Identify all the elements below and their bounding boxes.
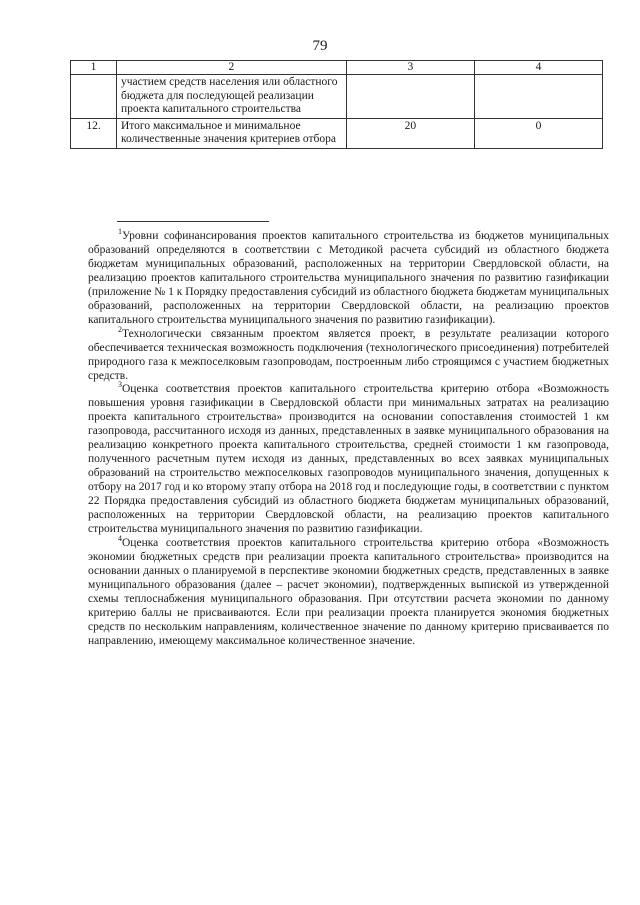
footnote-mark: 4 (118, 534, 122, 544)
footnote-3 (88, 380, 609, 536)
page-number: 79 (312, 38, 328, 54)
row-number: 12. (71, 118, 117, 148)
row-min-value: 0 (474, 118, 602, 148)
row-max-value (346, 75, 474, 119)
footnote-mark: 1 (118, 227, 122, 237)
footnote-mark: 3 (118, 380, 122, 390)
table-row (71, 75, 603, 119)
footnote-1 (88, 227, 609, 328)
header-col-2: 2 (117, 61, 347, 75)
row-criterion: участием средств населения или областного бюджета для последующей реализации проекта капитального строительства (117, 75, 347, 119)
footnote-2 (88, 324, 609, 384)
header-col-1: 1 (71, 61, 117, 75)
footnote-text: Технологически связанным проектом является проект, в результате реализации которого обеспечивается техническая возможность подключения (технологического присоединения) потребителей природного газа к межпоселковым газопроводам, построенным либо строящимся с участием бюджетных средств. (88, 327, 609, 382)
table-header-row (71, 61, 603, 75)
footnote-text: Оценка соответствия проектов капитального строительства критерию отбора «Возможность экономии бюджетных средств при реализации проекта капитального строительства» производится на основании данных о планируемой в перспективе экономии бюджетных средств, представленных в заявке муниципального образования (далее – расчет экономии), подтвержденных выпиской из утвержденной схемы теплоснабжения муниципального образования. При отсутствии расчета экономии по данному критерию баллы не присваиваются. Если при реализации проекта планируется экономия бюджетных средств по нескольким направлениям, количественное значение по данному критерию присваивается по направлению, имеющему максимальное количественное значение. (88, 536, 609, 647)
header-col-4: 4 (474, 61, 602, 75)
header-col-3: 3 (346, 61, 474, 75)
table-row (71, 118, 603, 148)
footnote-separator (117, 221, 269, 222)
row-number (71, 75, 117, 119)
criteria-table (70, 60, 603, 149)
footnotes (88, 227, 609, 649)
footnote-4 (88, 534, 609, 649)
row-min-value (474, 75, 602, 119)
footnote-text: Уровни софинансирования проектов капитального строительства из бюджетов муниципальных образований определяются в соответствии с Методикой расчета субсидий из областного бюджета бюджетам муниципальных образований, расположенных на территории Свердловской области, на реализацию проектов капитального строительства муниципального значения по развитию газификации (приложение № 1 к Порядку предоставления субсидий из областного бюджета бюджетам муниципальных образований, расположенных на территории Свердловской области, на реализацию проектов капитального строительства муниципального значения по развитию газификации). (88, 230, 609, 326)
footnote-mark: 2 (118, 324, 122, 334)
footnote-text: Оценка соответствия проектов капитального строительства критерию отбора «Возможность повышения уровня газификации в Свердловской области при минимальных затратах на реализацию проекта капитального строительства» производится на основании сопоставления стоимостей 1 км газопровода, рассчитанного исходя из данных, представленных в заявке муниципального образования на реализацию конкретного проекта капитального строительства, средней стоимости 1 км газопровода, полученного расчетным путем исходя из данных, представленных во всех заявках муниципальных образований на строительство межпоселковых газопроводов муниципального значения, допущенных к отбору на 2017 год и ко второму этапу отбора на 2018 год и последующие годы, в соответствии с пунктом 22 Порядка предоставления субсидий из областного бюджета бюджетам муниципальных образований, расположенных на территории Свердловской области, на реализацию проектов капитального строительства муниципального значения по развитию газификации. (88, 383, 609, 536)
row-criterion: Итого максимальное и минимальное количественные значения критериев отбора (117, 118, 347, 148)
row-max-value: 20 (346, 118, 474, 148)
